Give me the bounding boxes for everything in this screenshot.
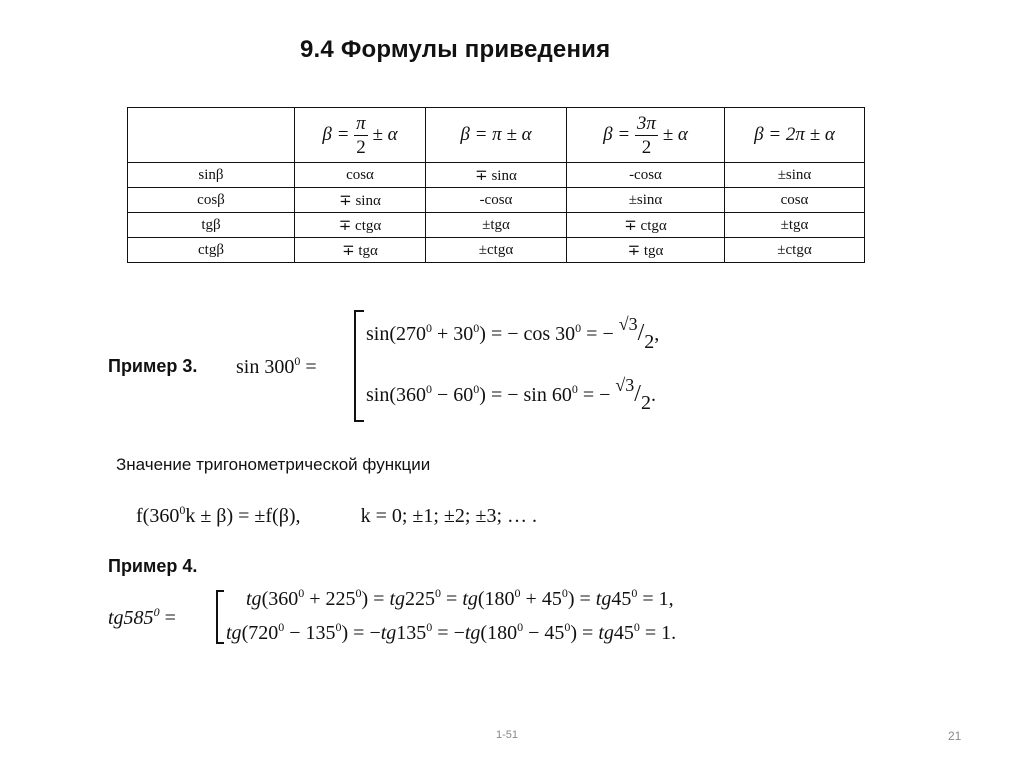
math-text: tg bbox=[464, 622, 481, 644]
degree-sup: 0 bbox=[633, 620, 640, 634]
row-function-cell: sinβ bbox=[128, 163, 295, 188]
math-text: = 1. bbox=[639, 622, 677, 644]
math-text: 45 bbox=[611, 588, 632, 610]
sqrt-3: √3 bbox=[618, 314, 638, 334]
math-text: tg bbox=[389, 588, 406, 610]
degree-sup: 0 bbox=[631, 586, 638, 600]
table-row bbox=[128, 163, 865, 188]
math-text: = bbox=[159, 607, 176, 629]
math-text: ) = bbox=[361, 588, 390, 610]
table-cell: ±sinα bbox=[725, 163, 865, 188]
math-text: − 45 bbox=[523, 622, 565, 644]
table-cell: -cosα bbox=[426, 188, 567, 213]
table-cell: ±sinα bbox=[567, 188, 725, 213]
math-text: = − bbox=[577, 384, 611, 406]
punctuation: , bbox=[654, 323, 660, 345]
math-text: = − bbox=[581, 323, 614, 345]
case-bracket bbox=[354, 310, 364, 422]
degree-sup: 0 bbox=[426, 620, 433, 634]
math-text: tg585 bbox=[108, 607, 154, 629]
math-text: tg bbox=[226, 622, 242, 644]
math-text: tg bbox=[598, 622, 614, 644]
table-row bbox=[128, 188, 865, 213]
math-text: ) = − sin 60 bbox=[479, 384, 572, 406]
math-text: 45 bbox=[613, 622, 634, 644]
degree-sup: 0 bbox=[517, 620, 524, 634]
header-cell-2pi: β = 2π ± α bbox=[725, 108, 865, 163]
example-4-line-1 bbox=[246, 586, 674, 611]
math-text: tg bbox=[246, 588, 262, 610]
fraction-slash: / bbox=[634, 381, 641, 407]
degree-sup: 0 bbox=[426, 321, 432, 335]
math-text: (180 bbox=[480, 622, 518, 644]
degree-sup: 0 bbox=[473, 382, 480, 396]
math-text: + 45 bbox=[520, 588, 562, 610]
example-4-label: Пример 4. bbox=[108, 556, 198, 576]
degree-sup: 0 bbox=[435, 586, 442, 600]
reduction-formulas-table bbox=[127, 107, 865, 263]
table-cell: ±ctgα bbox=[725, 238, 865, 263]
table-row bbox=[128, 213, 865, 238]
math-text: (720 bbox=[241, 622, 279, 644]
table-cell: cosα bbox=[295, 163, 426, 188]
math-text: f(360 bbox=[136, 505, 180, 527]
math-text: tg bbox=[595, 588, 612, 610]
periodicity-formula bbox=[136, 503, 537, 528]
math-text: = bbox=[441, 588, 463, 610]
math-text: sin(360 bbox=[366, 384, 426, 406]
math-text: ) = bbox=[570, 622, 599, 644]
header-cell-3pi-over-2 bbox=[567, 108, 725, 163]
denominator: 2 bbox=[644, 331, 655, 353]
header-suffix: ± α bbox=[372, 123, 398, 145]
header-corner-cell bbox=[128, 108, 295, 163]
table-cell: ∓ tgα bbox=[567, 238, 725, 263]
punctuation: . bbox=[650, 384, 656, 406]
table-cell: ∓ tgα bbox=[295, 238, 426, 263]
degree-sup: 0 bbox=[179, 503, 186, 517]
math-text: + 225 bbox=[304, 588, 356, 610]
slide-title: 9.4 Формулы приведения bbox=[300, 36, 611, 63]
page-number: 21 bbox=[948, 729, 962, 743]
table-cell: ±tgα bbox=[426, 213, 567, 238]
table-header-row bbox=[128, 108, 865, 163]
math-text: = bbox=[300, 356, 317, 378]
degree-sup: 0 bbox=[298, 586, 305, 600]
table-cell: ∓ ctgα bbox=[567, 213, 725, 238]
math-text: − 135 bbox=[284, 622, 336, 644]
math-text: − 60 bbox=[432, 384, 474, 406]
degree-sup: 0 bbox=[473, 321, 480, 335]
math-text: ) = bbox=[567, 588, 596, 610]
degree-sup: 0 bbox=[153, 605, 160, 619]
table-cell: ∓ ctgα bbox=[295, 213, 426, 238]
example-4-line-2 bbox=[226, 620, 676, 645]
fraction bbox=[354, 114, 368, 157]
periodicity-note: Значение тригонометрической функции bbox=[116, 455, 431, 474]
fraction-numerator: 3π bbox=[636, 112, 656, 134]
table-cell: ∓ sinα bbox=[426, 163, 567, 188]
math-text: sin(270 bbox=[366, 323, 426, 345]
header-cell-pi-over-2 bbox=[295, 108, 426, 163]
degree-sup: 0 bbox=[294, 354, 301, 368]
example-3-lhs bbox=[236, 354, 317, 379]
math-text: k ± β) = ±f(β), bbox=[185, 505, 301, 527]
degree-sup: 0 bbox=[278, 620, 285, 634]
fraction-slash: / bbox=[637, 320, 645, 346]
degree-sup: 0 bbox=[426, 382, 432, 396]
math-text: + 30 bbox=[432, 323, 474, 345]
fraction-denominator: 2 bbox=[641, 136, 652, 158]
sqrt-3: √3 bbox=[615, 375, 635, 395]
case-bracket bbox=[216, 590, 224, 644]
math-text: sin 300 bbox=[236, 356, 295, 378]
header-suffix: ± α bbox=[662, 123, 688, 145]
degree-sup: 0 bbox=[575, 321, 582, 335]
math-text: (180 bbox=[477, 588, 515, 610]
degree-sup: 0 bbox=[571, 382, 578, 396]
math-text: ) = − cos 30 bbox=[479, 323, 576, 345]
degree-sup: 0 bbox=[355, 586, 362, 600]
row-function-cell: ctgβ bbox=[128, 238, 295, 263]
fraction bbox=[635, 114, 658, 157]
math-text: tg bbox=[462, 588, 478, 610]
k-values: k = 0; ±1; ±2; ±3; … . bbox=[360, 505, 537, 527]
example-3-line-2 bbox=[366, 375, 656, 414]
row-function-cell: tgβ bbox=[128, 213, 295, 238]
denominator: 2 bbox=[640, 392, 651, 414]
math-text: 225 bbox=[405, 588, 436, 610]
table-cell: ±ctgα bbox=[426, 238, 567, 263]
example-4-lhs bbox=[108, 605, 176, 630]
math-text: = − bbox=[432, 622, 465, 644]
fraction-numerator: π bbox=[356, 112, 366, 134]
math-text: (360 bbox=[261, 588, 299, 610]
example-3-line-1 bbox=[366, 314, 660, 353]
degree-sup: 0 bbox=[561, 586, 568, 600]
math-text: = 1, bbox=[637, 588, 674, 610]
math-text: 135 bbox=[396, 622, 427, 644]
table-cell: ±tgα bbox=[725, 213, 865, 238]
degree-sup: 0 bbox=[514, 586, 521, 600]
header-prefix: β = bbox=[603, 123, 631, 145]
example-3-label: Пример 3. bbox=[108, 356, 198, 376]
degree-sup: 0 bbox=[564, 620, 571, 634]
table-row bbox=[128, 238, 865, 263]
table-cell: ∓ sinα bbox=[295, 188, 426, 213]
fraction-denominator: 2 bbox=[356, 136, 366, 158]
math-text: ) = − bbox=[341, 622, 381, 644]
slide-range: 1-51 bbox=[496, 729, 519, 741]
table-cell: -cosα bbox=[567, 163, 725, 188]
math-text: tg bbox=[380, 622, 397, 644]
row-function-cell: cosβ bbox=[128, 188, 295, 213]
table-cell: cosα bbox=[725, 188, 865, 213]
header-cell-pi: β = π ± α bbox=[426, 108, 567, 163]
degree-sup: 0 bbox=[335, 620, 342, 634]
header-prefix: β = bbox=[322, 123, 350, 145]
